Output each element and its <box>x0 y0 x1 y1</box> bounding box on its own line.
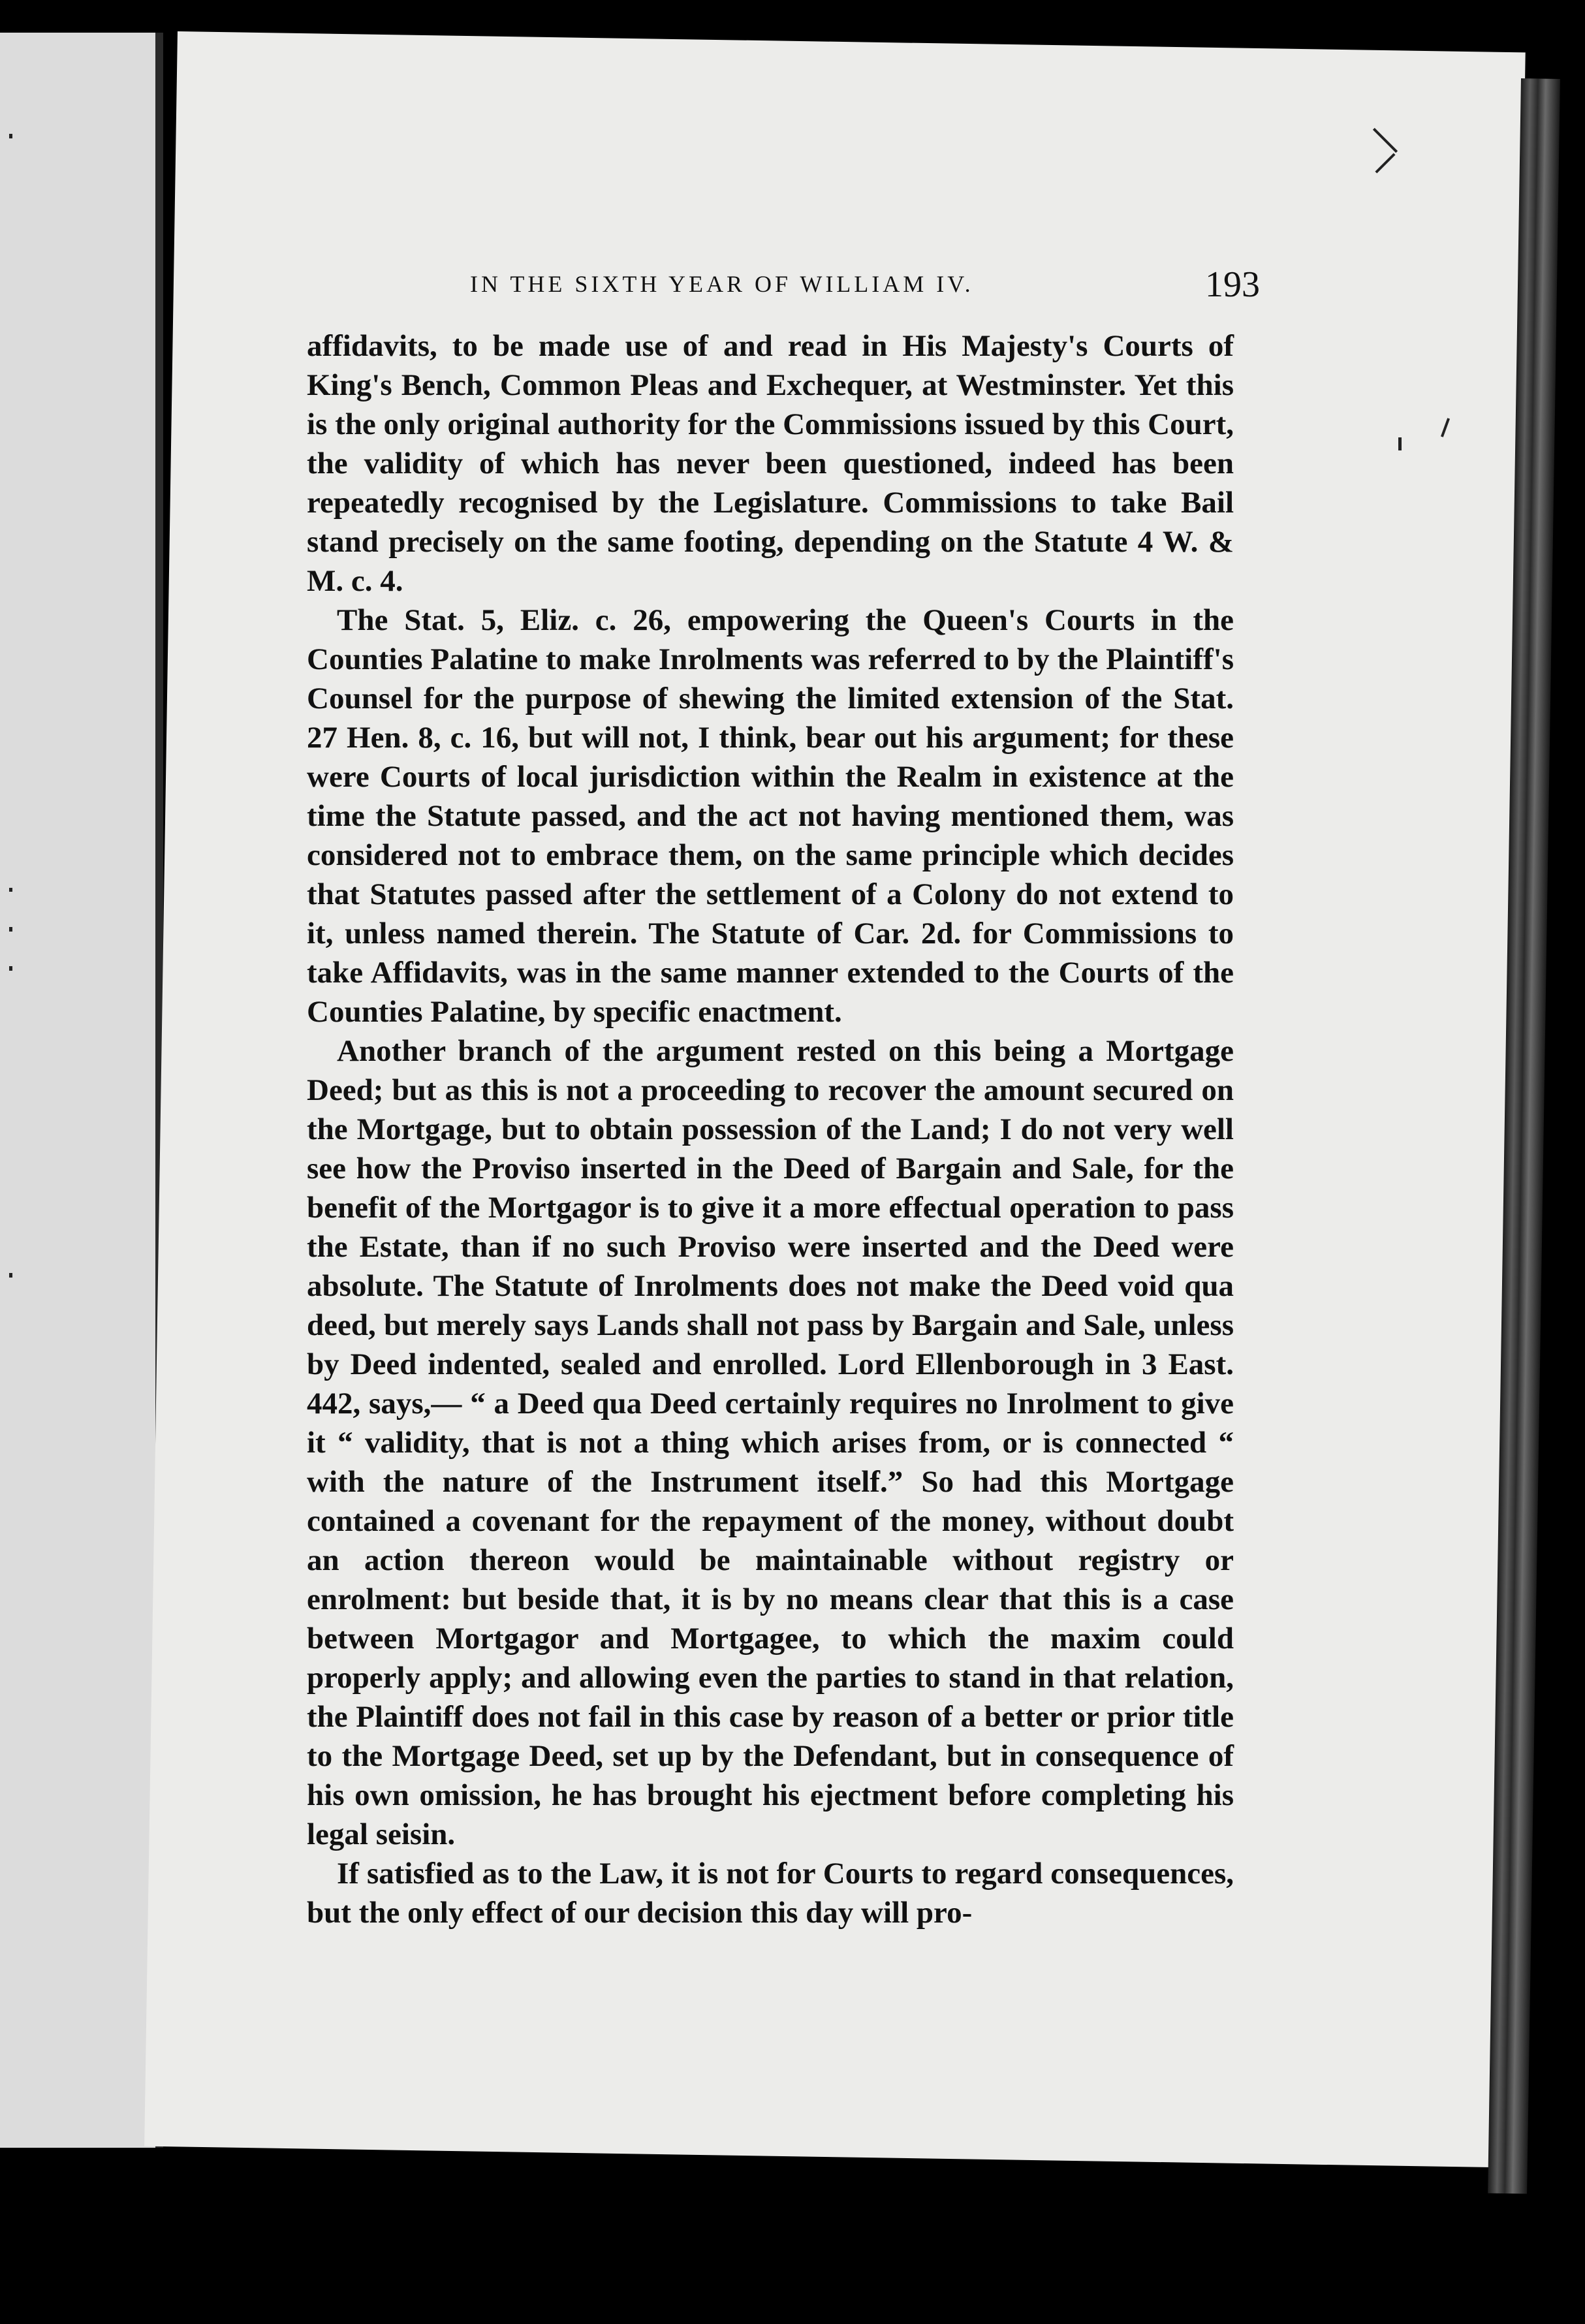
left-page-fragment <box>0 33 162 2148</box>
paragraph-2: The Stat. 5, Eliz. c. 26, empowering the Queen's Courts in the Counties Palatine to make Inrolments was referred to by the Plaintiff's Counsel for the purpose of shewing the limited extension of the Stat. 27 Hen. 8, c. 16, but will not, I think, bear out his argument; for these were Courts of local jurisdiction within the Realm in existence at the time the Statute passed, and the act not having mentioned them, was considered not to embrace them, on the same principle which decides that Statutes passed after the settlement of a Colony do not extend to it, unless named therein. The Statute of Car. 2d. for Commissions to take Affidavits, was in the same manner extended to the Courts of the Counties Palatine, by specific enactment. <box>307 603 1234 1029</box>
ink-speck <box>9 927 12 932</box>
ink-speck <box>9 134 12 138</box>
ink-speck <box>1398 437 1402 450</box>
paragraph-3: Another branch of the argument rested on this being a Mortgage Deed; but as this is not a proceeding to recover the amount secured on the Mortgage, but to obtain possession of the Land; I do not very well see how the Proviso inserted in the Deed of Bargain and Sale, for the benefit of the Mortgagor is to give it a more effectual operation to pass the Estate, than if no such Proviso were inserted and the Deed were absolute. The Statute of Inrolments does not make the Deed void qua deed, but merely says Lands shall not pass by Bargain and Sale, unless by Deed indented, sealed and enrolled. Lord Ellenborough in 3 East. 442, says,— “ a Deed qua Deed certainly requires no Inrolment to give it “ validity, that is not a thing which arises from, or is connected “ with the nature of the Instrument itself.” So had this Mortgage contained a covenant for the repayment of the money, without doubt an action thereon would be maintainable without registry or enrolment: but beside that, it is by no means clear that this is a case between Mortgagor and Mortgagee, to which the maxim could properly apply; and allowing even the parties to stand in that relation, the Plaintiff does not fail in this case by reason of a better or prior title to the Mortgage Deed, set up by the Defendant, but in consequence of his own omission, he has brought his ejectment before completing his legal seisin. <box>307 1034 1234 1851</box>
ink-speck <box>9 888 12 892</box>
page-number: 193 <box>1205 264 1260 305</box>
paragraph-4: If satisfied as to the Law, it is not for Courts to regard consequences, but the only effect of our decision this day will pro- <box>307 1857 1234 1930</box>
ink-speck <box>9 1273 12 1278</box>
body-text <box>307 326 1234 1932</box>
paragraph-1: affidavits, to be made use of and read in His Majesty's Courts of King's Bench, Common Pleas and Exchequer, at Westminster. Yet this is the only original authority for the Commissions issued by this Court, the validity of which has never been questioned, indeed has been repeatedly recognised by the Legislature. Commissions to take Bail stand precisely on the same footing, depending on the Statute 4 W. & M. c. 4. <box>307 329 1234 598</box>
running-head: IN THE SIXTH YEAR OF WILLIAM IV. <box>470 271 974 297</box>
page-header <box>294 264 1260 320</box>
ink-speck <box>9 966 12 971</box>
